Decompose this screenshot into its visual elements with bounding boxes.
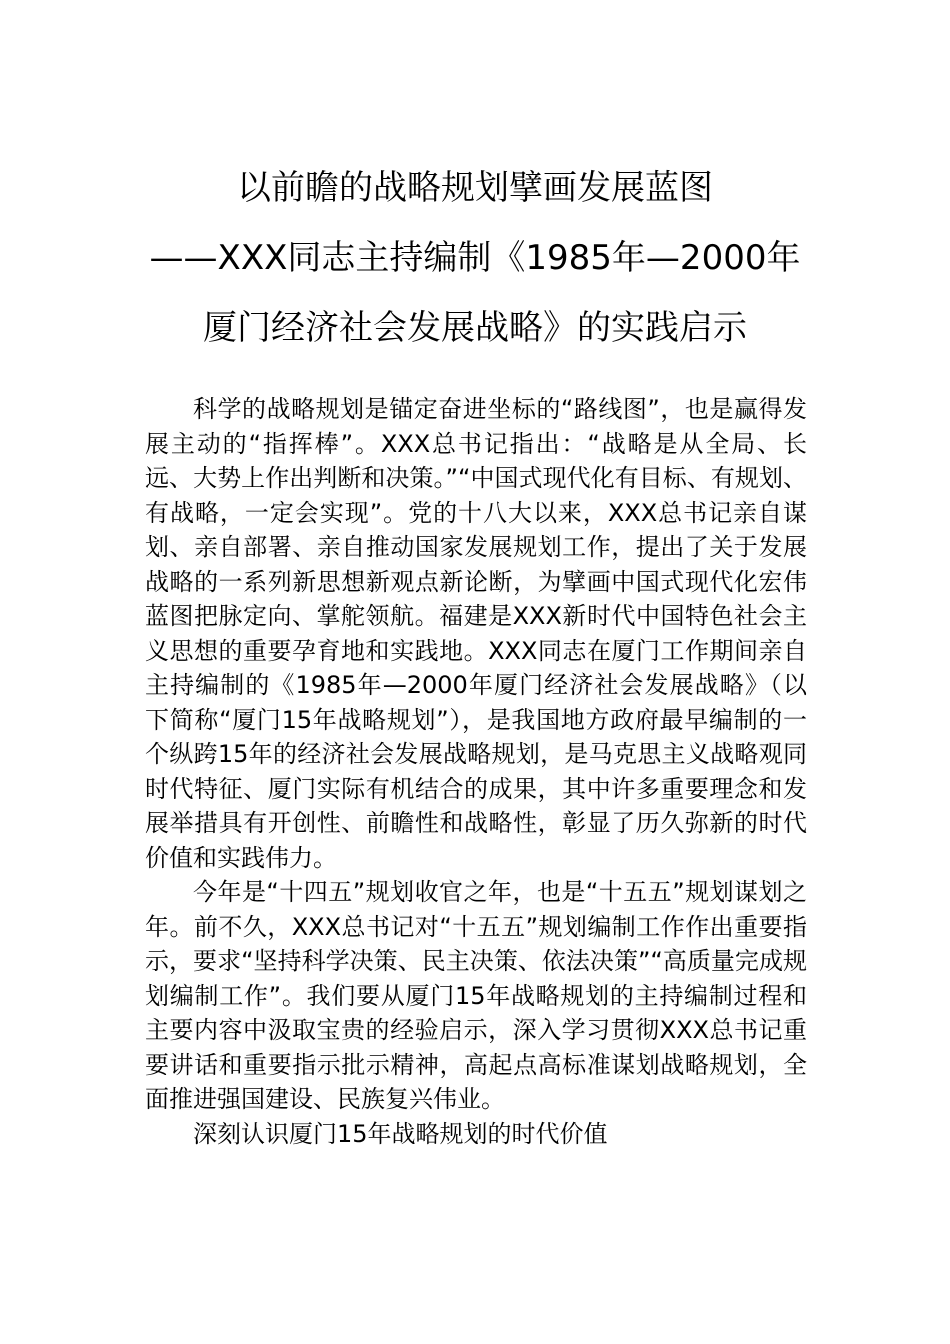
document-title: 以前瞻的战略规划擘画发展蓝图 <box>237 168 713 208</box>
document-subtitle-line-1: ——XXX同志主持编制《1985年—2000年 <box>149 238 801 278</box>
section-heading: 深刻认识厦门15年战略规划的时代价值 <box>193 1119 608 1148</box>
body-paragraph-1: 科学的战略规划是锚定奋进坐标的“路线图”，也是赢得发展主动的“指挥棒”。XXX总书记指出：“战略是从全局、长远、大势上作出判断和决策。”“中国式现代化有目标、有规划、有战略，一定会实现”。党的十八大以来，XXX总书记亲自谋划、亲自部署、亲自推动国家发展规划工作，提出了关于发展战略的一系列新思想新观点新论断，为擘画中国式现代化宏伟蓝图把脉定向、掌舵领航。福建是XXX新时代中国特色社会主义思想的重要孕育地和实践地。XXX同志在厦门工作期间亲自主持编制的《1985年—2000年厦门经济社会发展战略》（以下简称“厦门15年战略规划”），是我国地方政府最早编制的一个纵跨15年的经济社会发展战略规划，是马克思主义战略观同时代特征、厦门实际有机结合的成果，其中许多重要理念和发展举措具有开创性、前瞻性和战略性，彰显了历久弥新的时代价值和实践伟力。 <box>145 395 807 872</box>
document-body <box>145 392 807 1151</box>
document-subtitle-line-2: 厦门经济社会发展战略》的实践启示 <box>203 308 747 348</box>
body-paragraph-2: 今年是“十四五”规划收官之年，也是“十五五”规划谋划之年。前不久，XXX总书记对“十五五”规划编制工作作出重要指示，要求“坚持科学决策、民主决策、依法决策”“高质量完成规划编制工作”。我们要从厦门15年战略规划的主持编制过程和主要内容中汲取宝贵的经验启示，深入学习贯彻XXX总书记重要讲话和重要指示批示精神，高起点高标准谋划战略规划，全面推进强国建设、民族复兴伟业。 <box>145 878 807 1113</box>
